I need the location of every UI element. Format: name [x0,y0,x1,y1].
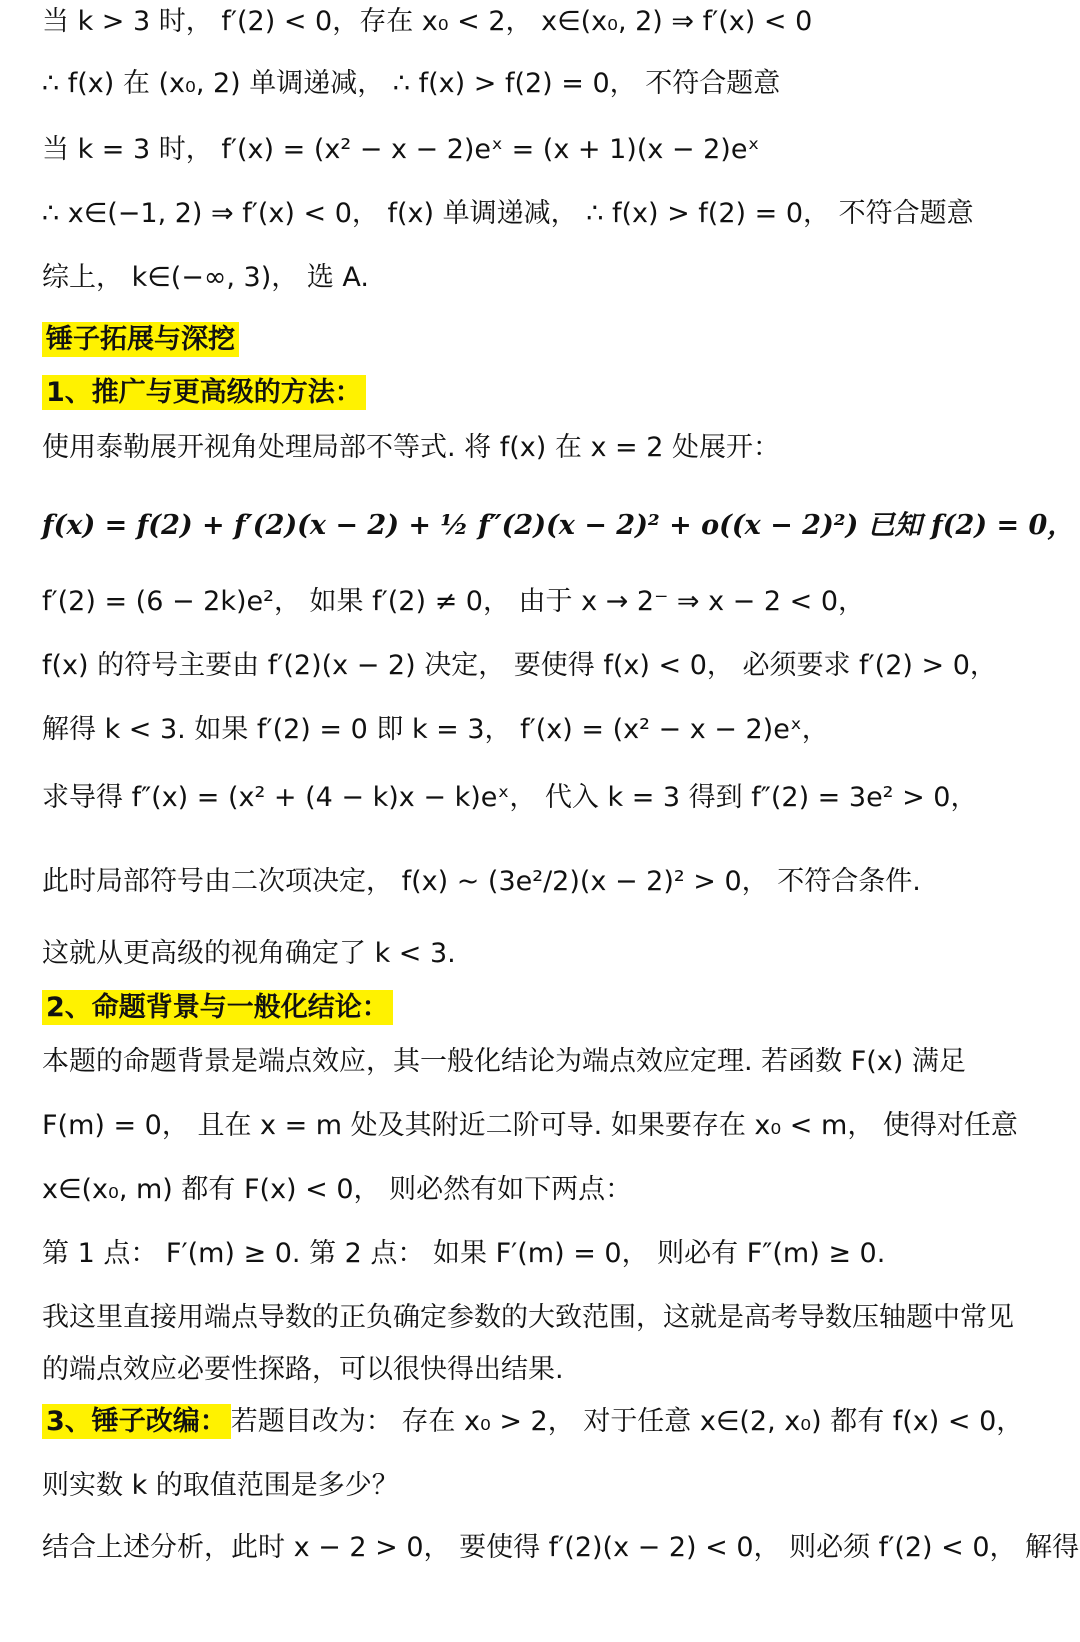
text-line-10: f′(2) = (6 − 2k)e²， 如果 f′(2) ≠ 0， 由于 x → 2⁻ ⇒ x − 2 < 0， [42,586,866,617]
text-line-2: ∴ f(x) 在 (x₀, 2) 单调递减， ∴ f(x) > f(2) = 0， 不符合题意 [42,68,781,99]
text-line-14: 此时局部符号由二次项决定， f(x) ~ (3e²/2)(x − 2)² > 0， 不符合条件. [42,866,921,897]
subsection-heading-1 [42,373,1068,413]
text-line-12: 解得 k < 3. 如果 f′(2) = 0 即 k = 3， f′(x) = (x² − x − 2)eˣ， [42,714,829,745]
text-line-5: 综上， k∈(−∞, 3)， 选 A. [42,262,370,293]
text-line-3: 当 k = 3 时， f′(x) = (x² − x − 2)eˣ = (x + 1)(x − 2)eˣ [42,134,760,165]
text-line-18: F(m) = 0， 且在 x = m 处及其附近二阶可导. 如果要存在 x₀ < m， 使得对任意 [42,1110,1018,1141]
text-line-22: 的端点效应必要性探路，可以很快得出结果. [42,1354,564,1385]
subsection-heading-2 [42,988,1068,1028]
text-line-19: x∈(x₀, m) 都有 F(x) < 0， 则必然有如下两点： [42,1174,633,1205]
highlight-heading: 锤子拓展与深挖 [42,322,239,357]
text-line-21: 我这里直接用端点导数的正负确定参数的大致范围，这就是高考导数压轴题中常见 [42,1302,1014,1333]
text-line-13: 求导得 f″(x) = (x² + (4 − k)x − k)eˣ， 代入 k = 3 得到 f″(2) = 3e² > 0， [42,782,978,813]
section-heading-extension [42,320,1068,360]
text-line-15: 这就从更高级的视角确定了 k < 3. [42,938,456,969]
text-line-11: f(x) 的符号主要由 f′(2)(x − 2) 决定， 要使得 f(x) < 0， 必须要求 f′(2) > 0， [42,650,997,681]
text-line-4: ∴ x∈(−1, 2) ⇒ f′(x) < 0， f(x) 单调递减， ∴ f(x) > f(2) = 0， 不符合题意 [42,198,974,229]
highlight-subheading-3: 3、锤子改编： [42,1404,231,1439]
taylor-expansion-formula: f(x) = f(2) + f′(2)(x − 2) + ½ f″(2)(x − 2)² + o((x − 2)²) 已知 f(2) = 0， [42,510,1075,541]
text-line-24: 则实数 k 的取值范围是多少？ [42,1470,399,1501]
text-line-1: 当 k > 3 时， f′(2) < 0，存在 x₀ < 2， x∈(x₀, 2) ⇒ f′(x) < 0 [42,6,813,37]
highlight-subheading-1: 1、推广与更高级的方法： [42,375,366,410]
highlight-subheading-2: 2、命题背景与一般化结论： [42,990,393,1025]
text-line-20: 第 1 点： F′(m) ≥ 0. 第 2 点： 如果 F′(m) = 0， 则必有 F″(m) ≥ 0. [42,1238,886,1269]
text-line-23 [42,1402,1068,1442]
rewrite-question-text: 若题目改为： 存在 x₀ > 2， 对于任意 x∈(2, x₀) 都有 f(x) < 0， [230,1406,1024,1437]
text-line-25: 结合上述分析，此时 x − 2 > 0， 要使得 f′(2)(x − 2) < 0， 则必须 f′(2) < 0， 解得 [42,1532,1080,1563]
text-line-17: 本题的命题背景是端点效应，其一般化结论为端点效应定理. 若函数 F(x) 满足 [42,1046,966,1077]
text-line-8: 使用泰勒展开视角处理局部不等式. 将 f(x) 在 x = 2 处展开： [42,432,780,463]
